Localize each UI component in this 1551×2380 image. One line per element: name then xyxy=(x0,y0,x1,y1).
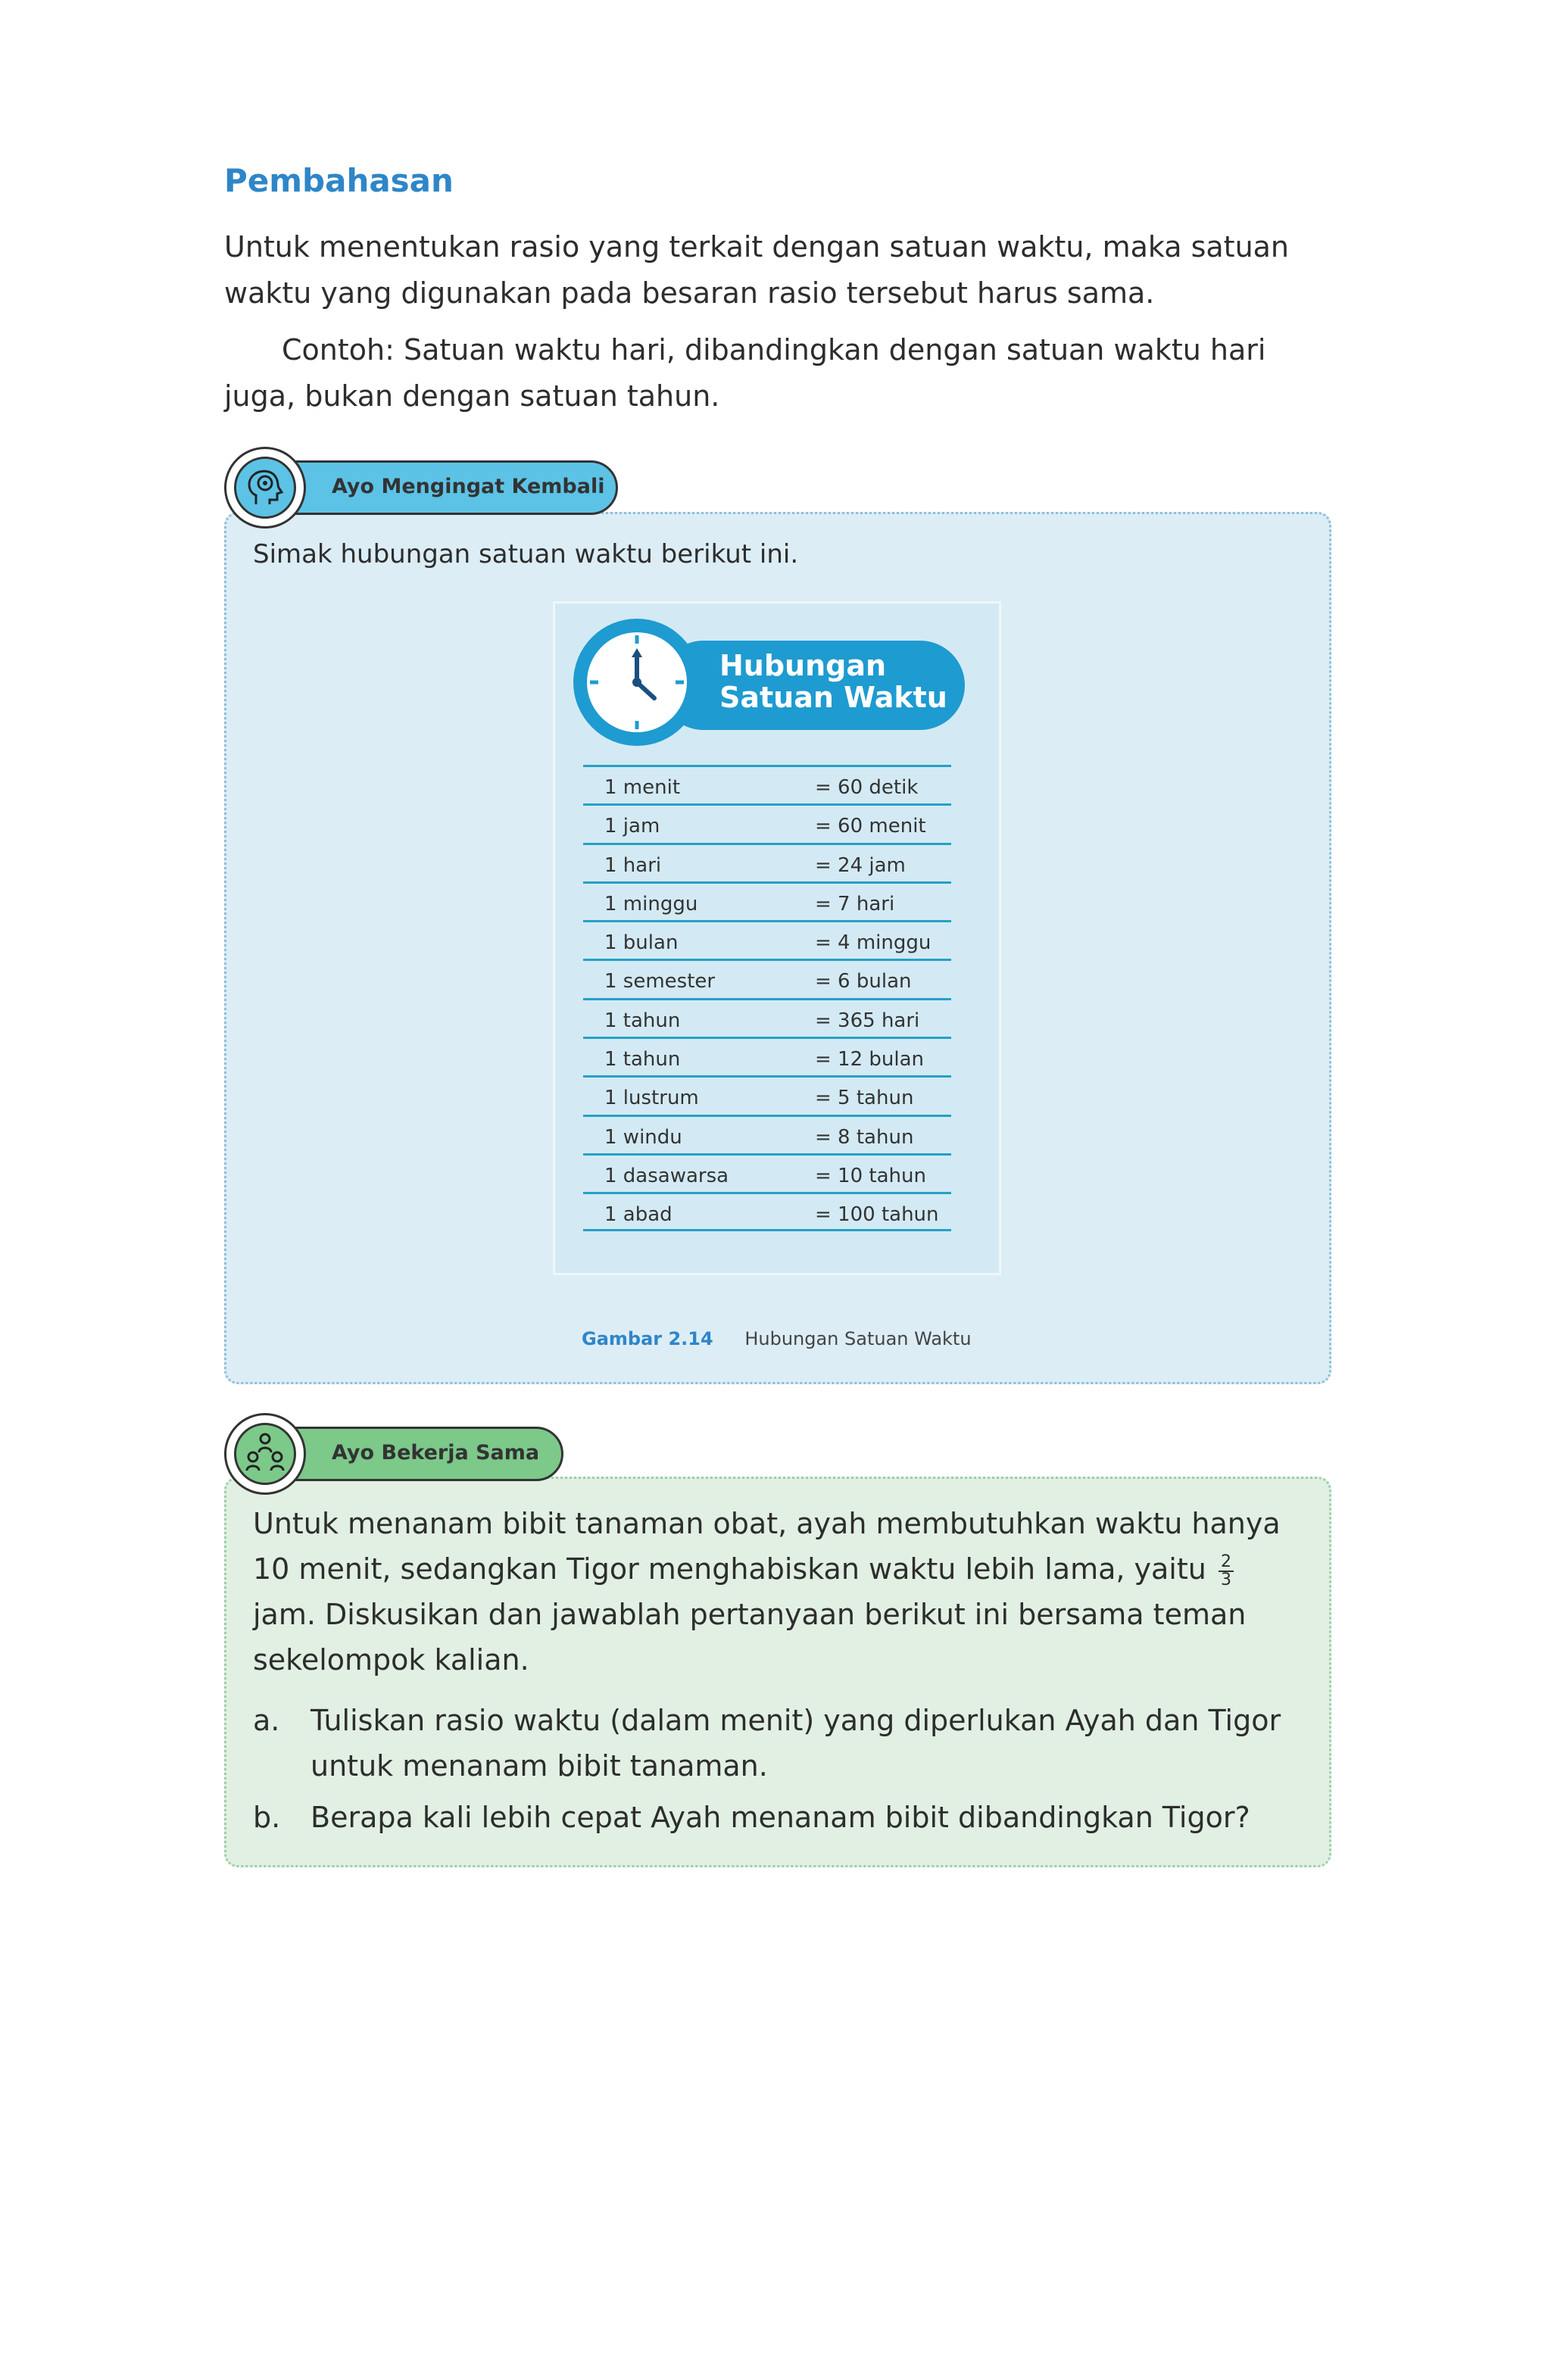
table-row: 1 tahun = 12 bulan xyxy=(583,1037,951,1075)
figure-caption-text: Hubungan Satuan Waktu xyxy=(744,1328,972,1349)
table-row: 1 lustrum = 5 tahun xyxy=(583,1075,951,1114)
table-row: 1 tahun = 365 hari xyxy=(583,998,951,1037)
list-item-text: Berapa kali lebih cepat Ayah menanam bibit dibandingkan Tigor? xyxy=(311,1801,1250,1834)
table-row: 1 semester = 6 bulan xyxy=(583,959,951,997)
table-row: 1 hari = 24 jam xyxy=(583,843,951,881)
list-item xyxy=(253,1795,1313,1840)
table-row: 1 jam = 60 menit xyxy=(583,803,951,842)
table-row: 1 abad = 100 tahun xyxy=(583,1192,951,1231)
clock-icon xyxy=(570,615,704,750)
group-work-tab-label: Ayo Bekerja Sama xyxy=(332,1441,540,1464)
figure-caption xyxy=(582,1328,972,1349)
list-marker: b. xyxy=(253,1801,281,1834)
time-units-table xyxy=(583,765,951,1231)
figure-title: Hubungan Satuan Waktu xyxy=(719,649,947,714)
list-item xyxy=(253,1698,1313,1789)
table-row: 1 dasawarsa = 10 tahun xyxy=(583,1153,951,1192)
group-work-prompt: Untuk menanam bibit tanaman obat, ayah membutuhkan waktu hanya 10 menit, sedangkan Tigor menghabiskan waktu lebih lama, yaitu $\frac{2}{3}$ jam. Diskusikan dan jawablah pertanyaan berikut ini bersama teman sekelompok kalian. xyxy=(253,1507,1281,1677)
table-row: 1 windu = 8 tahun xyxy=(583,1115,951,1153)
figure-caption-number: Gambar 2.14 xyxy=(582,1328,713,1349)
group-people-icon xyxy=(224,1413,306,1495)
fraction: $\frac{2}{3}$ xyxy=(1219,1554,1234,1589)
section-heading: Pembahasan xyxy=(224,162,454,199)
reminder-intro: Simak hubungan satuan waktu berikut ini. xyxy=(253,539,799,569)
list-marker: a. xyxy=(253,1704,280,1737)
example-paragraph: Contoh: Satuan waktu hari, dibandingkan dengan satuan waktu hari juga, bukan dengan satuan tahun. xyxy=(224,333,1266,413)
table-row: 1 minggu = 7 hari xyxy=(583,881,951,920)
table-row: 1 bulan = 4 minggu xyxy=(583,920,951,959)
table-row: 1 menit = 60 detik xyxy=(583,765,951,803)
reminder-tab-label: Ayo Mengingat Kembali xyxy=(332,475,605,498)
explanation-paragraph: Untuk menentukan rasio yang terkait dengan satuan waktu, maka satuan waktu yang digunakan pada besaran rasio tersebut harus sama. xyxy=(224,230,1290,310)
list-item-text: Tuliskan rasio waktu (dalam menit) yang diperlukan Ayah dan Tigor untuk menanam bibit tanaman. xyxy=(311,1704,1281,1783)
head-brain-icon xyxy=(224,447,306,529)
